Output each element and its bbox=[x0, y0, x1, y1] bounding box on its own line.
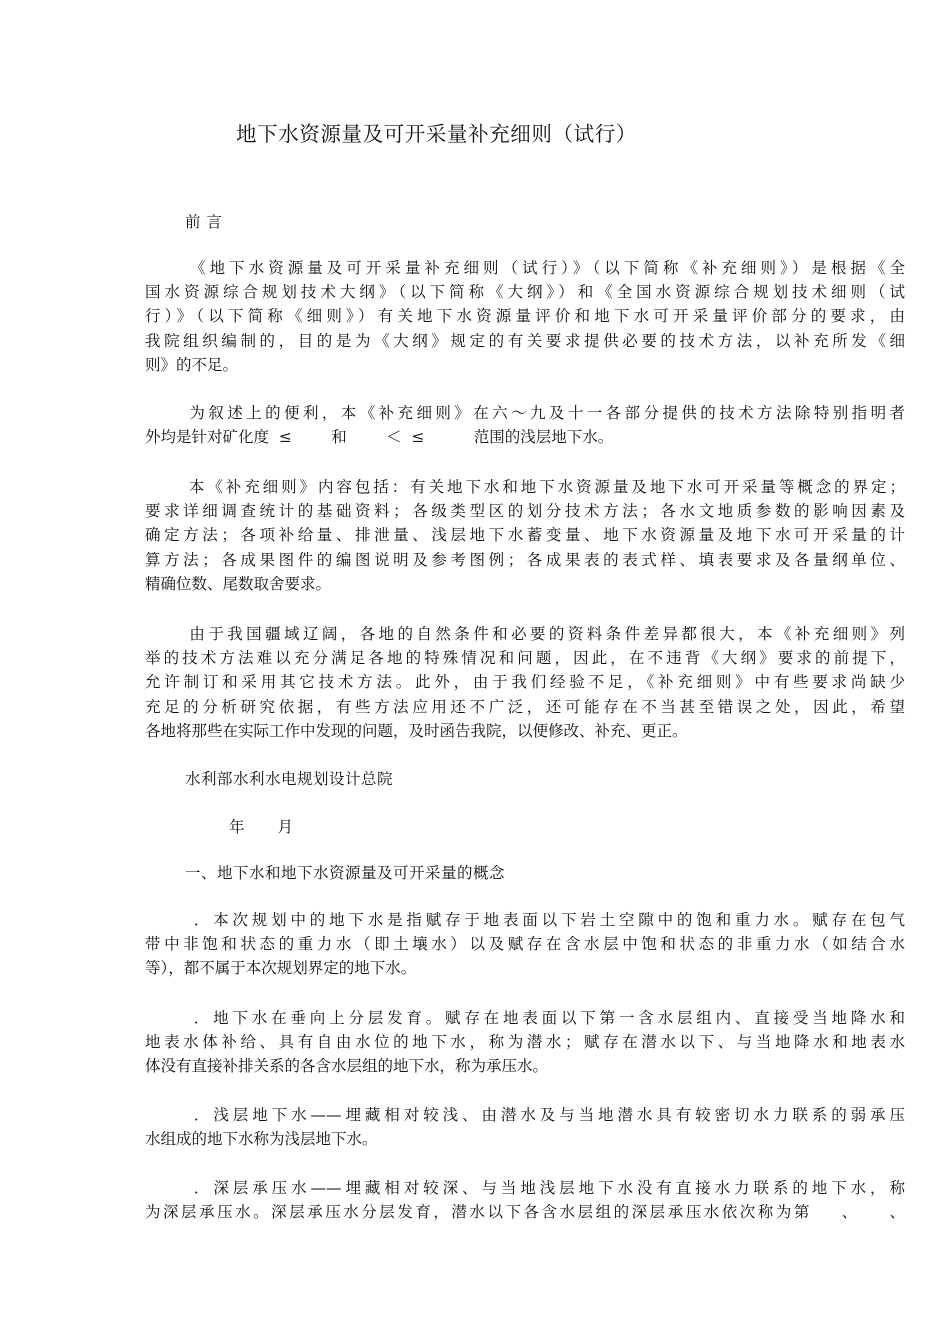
paragraph-1 bbox=[145, 256, 905, 377]
text-line: 地表水体补给、具有自由水位的地下水，称为潜水；赋存在潜水以下、与当地降水和地表水 bbox=[145, 1033, 905, 1052]
paragraph-4 bbox=[145, 622, 905, 743]
text-line: 则》的不足。 bbox=[145, 355, 239, 374]
text-line: 带中非饱和状态的重力水（即土壤水）以及赋存在含水层中饱和状态的非重力水（如结合水 bbox=[145, 935, 905, 954]
text-line: 外均是针对矿化度 ≤ 和 ＜ ≤ 范围的浅层地下水。 bbox=[145, 428, 614, 447]
text-line: 为叙述上的便利，本《补充细则》在六～九及十一各部分提供的技术方法除特别指明者 bbox=[186, 404, 905, 422]
organization-signature: 水利部水利水电规划设计总院 bbox=[185, 770, 394, 788]
text-line: 确定方法；各项补给量、排泄量、浅层地下水蓄变量、地下水资源量及地下水可开采量的计 bbox=[145, 526, 905, 545]
text-line: 国水资源综合规划技术大纲》（以下简称《大纲》）和《全国水资源综合规划技术细则（试 bbox=[145, 283, 905, 302]
text-line: 水组成的地下水称为浅层地下水。 bbox=[145, 1130, 378, 1149]
text-line: 行）》（以下简称《细则》）有关地下水资源量评价和地下水可开采量评价部分的要求，由 bbox=[145, 307, 905, 326]
preface-heading: 前 言 bbox=[185, 213, 223, 231]
paragraph-3 bbox=[145, 475, 905, 596]
text-line: 由于我国疆域辽阔，各地的自然条件和必要的资料条件差异都很大，本《补充细则》列 bbox=[186, 625, 905, 643]
section-1-item-4 bbox=[145, 1176, 905, 1224]
text-line: 体没有直接补排关系的各含水层组的地下水，称为承压水。 bbox=[145, 1057, 549, 1076]
text-line: 为深层承压水。深层承压水分层发育，潜水以下各含水层组的深层承压水依次称为第 、 、 bbox=[145, 1203, 905, 1222]
section-1-heading: 一、地下水和地下水资源量及可开采量的概念 bbox=[185, 864, 506, 882]
text-line: ．深层承压水——埋藏相对较深、与当地浅层地下水没有直接水力联系的地下水，称 bbox=[190, 1179, 905, 1197]
text-line: ．浅层地下水——埋藏相对较浅、由潜水及与当地潜水具有较密切水力联系的弱承压 bbox=[190, 1106, 905, 1124]
section-1-item-1 bbox=[145, 908, 905, 981]
text-line: 举的技术方法难以充分满足各地的特殊情况和问题，因此，在不违背《大纲》要求的前提下， bbox=[145, 649, 905, 668]
document-title: 地下水资源量及可开采量补充细则（试行） bbox=[236, 122, 637, 146]
signature-date: 年 月 bbox=[229, 818, 294, 836]
text-line: 算方法；各成果图件的编图说明及参考图例；各成果表的表式样、填表要求及各量纲单位、 bbox=[145, 550, 905, 569]
text-line: 充足的分析研究依据，有些方法应用还不广泛，还可能存在不当甚至错误之处，因此，希望 bbox=[145, 697, 905, 716]
text-line: 我院组织编制的，目的是为《大纲》规定的有关要求提供必要的技术方法，以补充所发《细 bbox=[145, 331, 905, 350]
text-line: 允许制订和采用其它技术方法。此外，由于我们经验不足，《补充细则》中有些要求尚缺少 bbox=[145, 673, 905, 692]
text-line: 要求详细调查统计的基础资料；各级类型区的划分技术方法；各水文地质参数的影响因素及 bbox=[145, 502, 905, 521]
text-line: 本《补充细则》内容包括：有关地下水和地下水资源量及地下水可开采量等概念的界定； bbox=[186, 478, 905, 496]
text-line: 各地将那些在实际工作中发现的问题，及时函告我院，以便修改、补充、更正。 bbox=[145, 721, 688, 740]
text-line: 精确位数、尾数取舍要求。 bbox=[145, 574, 332, 593]
text-line: 《地下水资源量及可开采量补充细则（试行）》（以下简称《补充细则》）是根据《全 bbox=[186, 259, 905, 277]
text-line: ．地下水在垂向上分层发育。赋存在地表面以下第一含水层组内、直接受当地降水和 bbox=[190, 1009, 905, 1027]
text-line: ．本次规划中的地下水是指赋存于地表面以下岩土空隙中的饱和重力水。赋存在包气 bbox=[190, 911, 905, 929]
text-line: 等），都不属于本次规划界定的地下水。 bbox=[145, 959, 417, 978]
section-1-item-3 bbox=[145, 1103, 905, 1151]
paragraph-2 bbox=[145, 401, 905, 449]
section-1-item-2 bbox=[145, 1006, 905, 1079]
